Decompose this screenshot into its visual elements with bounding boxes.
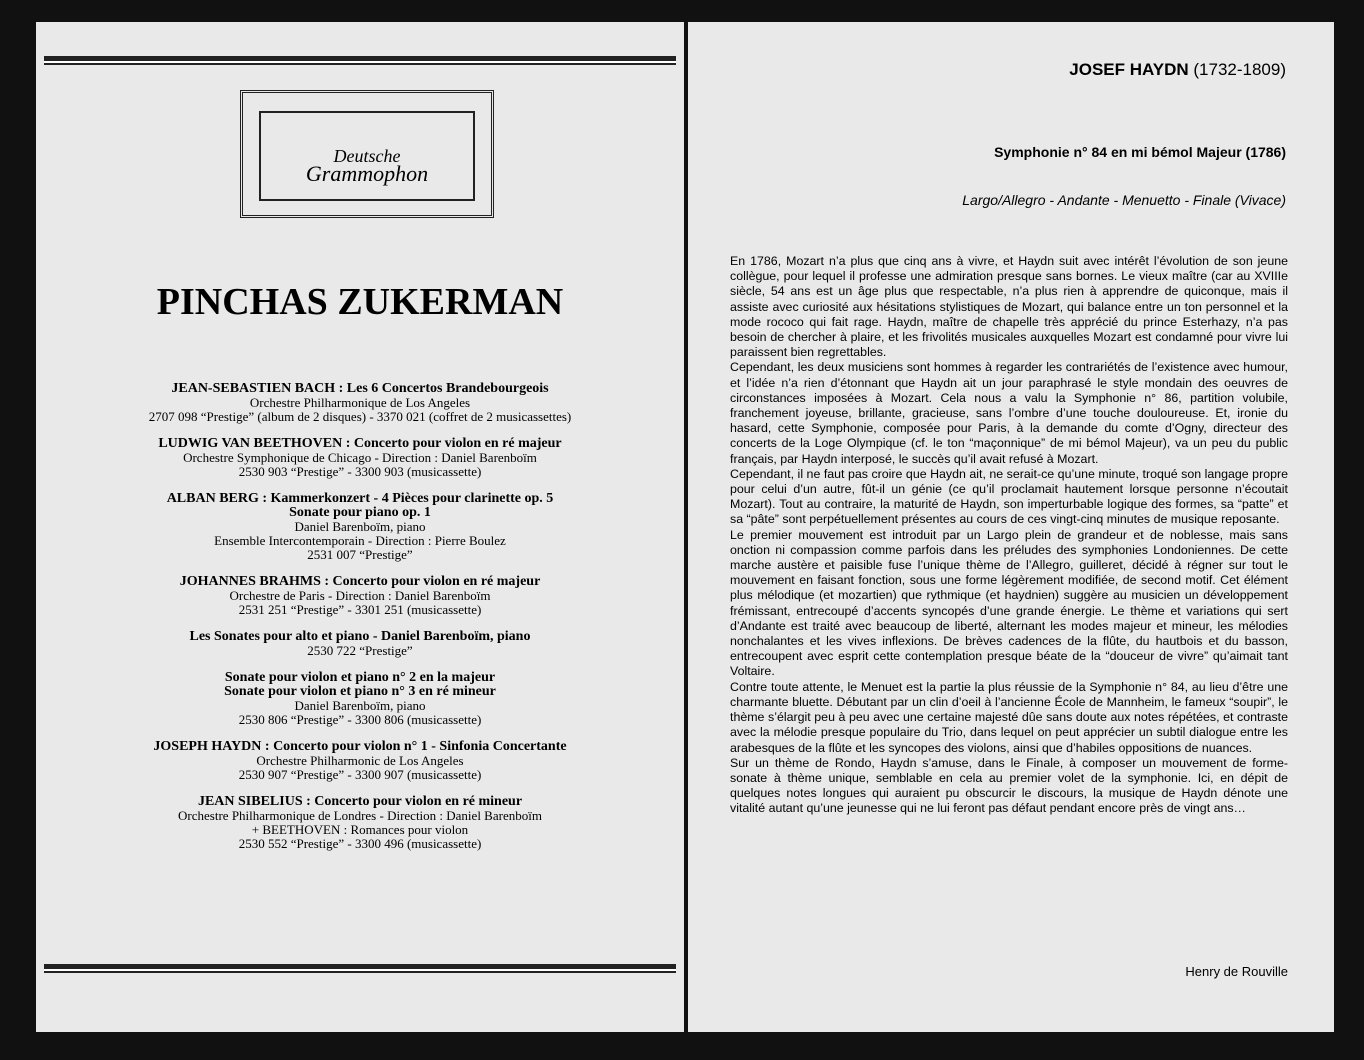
discography-item [36, 575, 684, 617]
item-line: 2530 806 “Prestige” - 3300 806 (musicassette) [238, 712, 482, 727]
discography-item [36, 492, 684, 562]
item-line: 2530 903 “Prestige” - 3300 903 (musicassette) [238, 464, 482, 479]
author: Henry de Rouville [1185, 964, 1288, 979]
item-line: 2531 251 “Prestige” - 3301 251 (musicassette) [238, 602, 482, 617]
item-title-2: Sonate pour violon et piano n° 3 en ré mineur [224, 684, 496, 699]
essay-paragraph: En 1786, Mozart n’a plus que cinq ans à vivre, et Haydn suit avec intérêt l’évolution de son jeune collègue, pour lequel il professe une admiration presque sans bornes. Le vieux maître (car au XVIIIe siècle, 54 ans est un âge plus que respectable, n’a plus rien à apprendre de quiconque, mais il assiste avec curiosité aux hésitations stylistiques de Mozart, qui balance entre un ton personnel et la mode rococo qui fait rage. Haydn, maître de chapelle très apprécié du prince Esterhazy, n’a pas besoin de chercher à plaire, et les frivolités musicales auxquelles Mozart est condamné pour vivre lui paraissent bien regrettables. [730, 254, 1288, 360]
item-line: 2707 098 “Prestige” (album de 2 disques) - 3370 021 (coffret de 2 musicassettes) [148, 409, 572, 424]
left-page [36, 22, 684, 1032]
item-title: JOSEPH HAYDN : Concerto pour violon n° 1 - Sinfonia Concertante [153, 739, 567, 754]
bottom-rule [44, 964, 676, 971]
item-line: 2530 552 “Prestige” - 3300 496 (musicassette) [238, 836, 482, 851]
item-line: Daniel Barenboïm, piano [294, 698, 426, 713]
essay-paragraph: Contre toute attente, le Menuet est la partie la plus réussie de la Symphonie n° 84, au lieu d’être une charmante bluette. Débutant par un clin d’oeil à l’ancienne École de Mannheim, le fameux “soupir”, le thème s’élargit peu à peu avec une certaine majesté dûe sans doute aux notes répétées, et contraste avec la mélodie presque populaire du Trio, dans lequel on peut apprécier un subtil dialogue entre les arabesques de la flûte et les syncopes des violons, ainsi que d’habiles oppositions de nuances. [730, 679, 1288, 755]
item-line: Orchestre Philharmonique de Londres - Direction : Daniel Barenboïm [178, 808, 542, 823]
item-line: 2530 907 “Prestige” - 3300 907 (musicassette) [238, 767, 482, 782]
discography-item [36, 437, 684, 479]
item-line: Ensemble Intercontemporain - Direction : Pierre Boulez [214, 533, 506, 548]
movements: Largo/Allegro - Andante - Menuetto - Finale (Vivace) [962, 192, 1286, 208]
composer-name: JOSEF HAYDN [1069, 60, 1189, 79]
discography-item [36, 740, 684, 782]
item-line: + BEETHOVEN : Romances pour violon [251, 822, 469, 837]
discography-item [36, 671, 684, 727]
top-rule [44, 56, 676, 63]
logo-line-2: Grammophon [305, 161, 429, 186]
essay-paragraph: Sur un thème de Rondo, Haydn s’amuse, dans le Finale, à composer un mouvement de forme-sonate à thème unique, semblable en cela au premier volet de la symphonie. Ici, en dépit de quelques notes longues qui auraient pu obscurcir le discours, la musique de Haydn dénote une vitalité autant qu’une jeunesse qui ne lui feront pas défaut pendant encore près de vingt ans… [730, 755, 1288, 816]
label-logo [240, 90, 494, 218]
item-title: JEAN SIBELIUS : Concerto pour violon en ré mineur [197, 794, 523, 809]
item-line: Daniel Barenboïm, piano [294, 519, 426, 534]
item-title-2: Sonate pour piano op. 1 [289, 505, 431, 520]
discography-item [36, 630, 684, 658]
item-title: JOHANNES BRAHMS : Concerto pour violon en ré majeur [179, 574, 541, 589]
essay-paragraph: Cependant, il ne faut pas croire que Haydn ait, ne serait-ce qu’une minute, troqué son langage propre pour celui d’un autre, fût-il un génie (ce qu’il proclamait hautement lorsque personne n’écoutait Mozart). Tout au contraire, la maturité de Haydn, son imperturbable logique des formes, sa “patte” et sa “pâte” sont perpétuellement présentes au cours de ces vingt-cinq minutes de musique reposante. [730, 466, 1288, 527]
work-title: Symphonie n° 84 en mi bémol Majeur (1786) [994, 144, 1286, 160]
item-title: LUDWIG VAN BEETHOVEN : Concerto pour violon en ré majeur [158, 436, 562, 451]
discography-item [36, 795, 684, 851]
item-line: 2530 722 “Prestige” [307, 643, 413, 658]
essay-text [730, 254, 1288, 817]
item-title: ALBAN BERG : Kammerkonzert - 4 Pièces pour clarinette op. 5 [166, 491, 554, 506]
item-line: Orchestre Philharmonic de Los Angeles [256, 753, 464, 768]
page-title: PINCHAS ZUKERMAN [156, 281, 564, 323]
discography [36, 382, 684, 864]
item-title: Sonate pour violon et piano n° 2 en la majeur [224, 670, 496, 685]
logo-line-1: Deutsche [333, 146, 401, 166]
composer-heading [1069, 60, 1286, 80]
item-line: 2531 007 “Prestige” [307, 547, 413, 562]
essay-paragraph: Le premier mouvement est introduit par un Largo plein de grandeur et de noblesse, mais sans onction ni compassion comme parfois dans les préludes des symphonies Londoniennes. De cette marche austère et paisible fuse l’unique thème de l’Allegro, guilleret, décidé à régner sur tout le mouvement en faisant fonction, sous une forme légèrement modifiée, de second motif. Cet élément plus mélodique (et mozartien) que rythmique (et haydnien) suggère au musicien un développement frémissant, entrecoupé d’accents syncopés d’une grande énergie. Le thème et variations qui sert d’Andante est traité avec beaucoup de liberté, alternant les modes majeur et mineur, les mélodies nonchalantes et les vives inflexions. De brèves cadences de la flûte, du hautbois et du basson, entrecoupent avec esprit cette contemplation presque béate de la “douceur de vivre” qu’aimait tant Voltaire. [730, 527, 1288, 679]
item-line: Orchestre Philharmonique de Los Angeles [249, 395, 471, 410]
discography-item [36, 382, 684, 424]
item-line: Orchestre de Paris - Direction : Daniel Barenboïm [229, 588, 491, 603]
essay-paragraph: Cependant, les deux musiciens sont hommes à regarder les contrariétés de l’existence avec humour, et l’idée n’a rien d’étonnant que Haydn ait un jour paraphrasé le style mondain des oeuvres de circonstances imposées à Mozart. Cela nous a valu la Symphonie n° 86, partition volubile, franchement joyeuse, brillante, gracieuse, sans l’ombre d’une touche douloureuse. Et, ironie du hasard, cette Symphonie, composée pour Paris, à la demande du comte d’Ogny, directeur des concerts de la Loge Olympique (cf. le ton “maçonnique” de mi bémol Majeur), va un peu du public français, par Haydn interposé, le succès qu’il avait refusé à Mozart. [730, 360, 1288, 466]
composer-dates: (1732-1809) [1193, 60, 1286, 79]
item-title: JEAN-SEBASTIEN BACH : Les 6 Concertos Brandebourgeois [171, 381, 549, 396]
item-line: Orchestre Symphonique de Chicago - Direction : Daniel Barenboïm [183, 450, 537, 465]
right-page [688, 22, 1334, 1032]
item-title: Les Sonates pour alto et piano - Daniel Barenboïm, piano [189, 629, 531, 644]
